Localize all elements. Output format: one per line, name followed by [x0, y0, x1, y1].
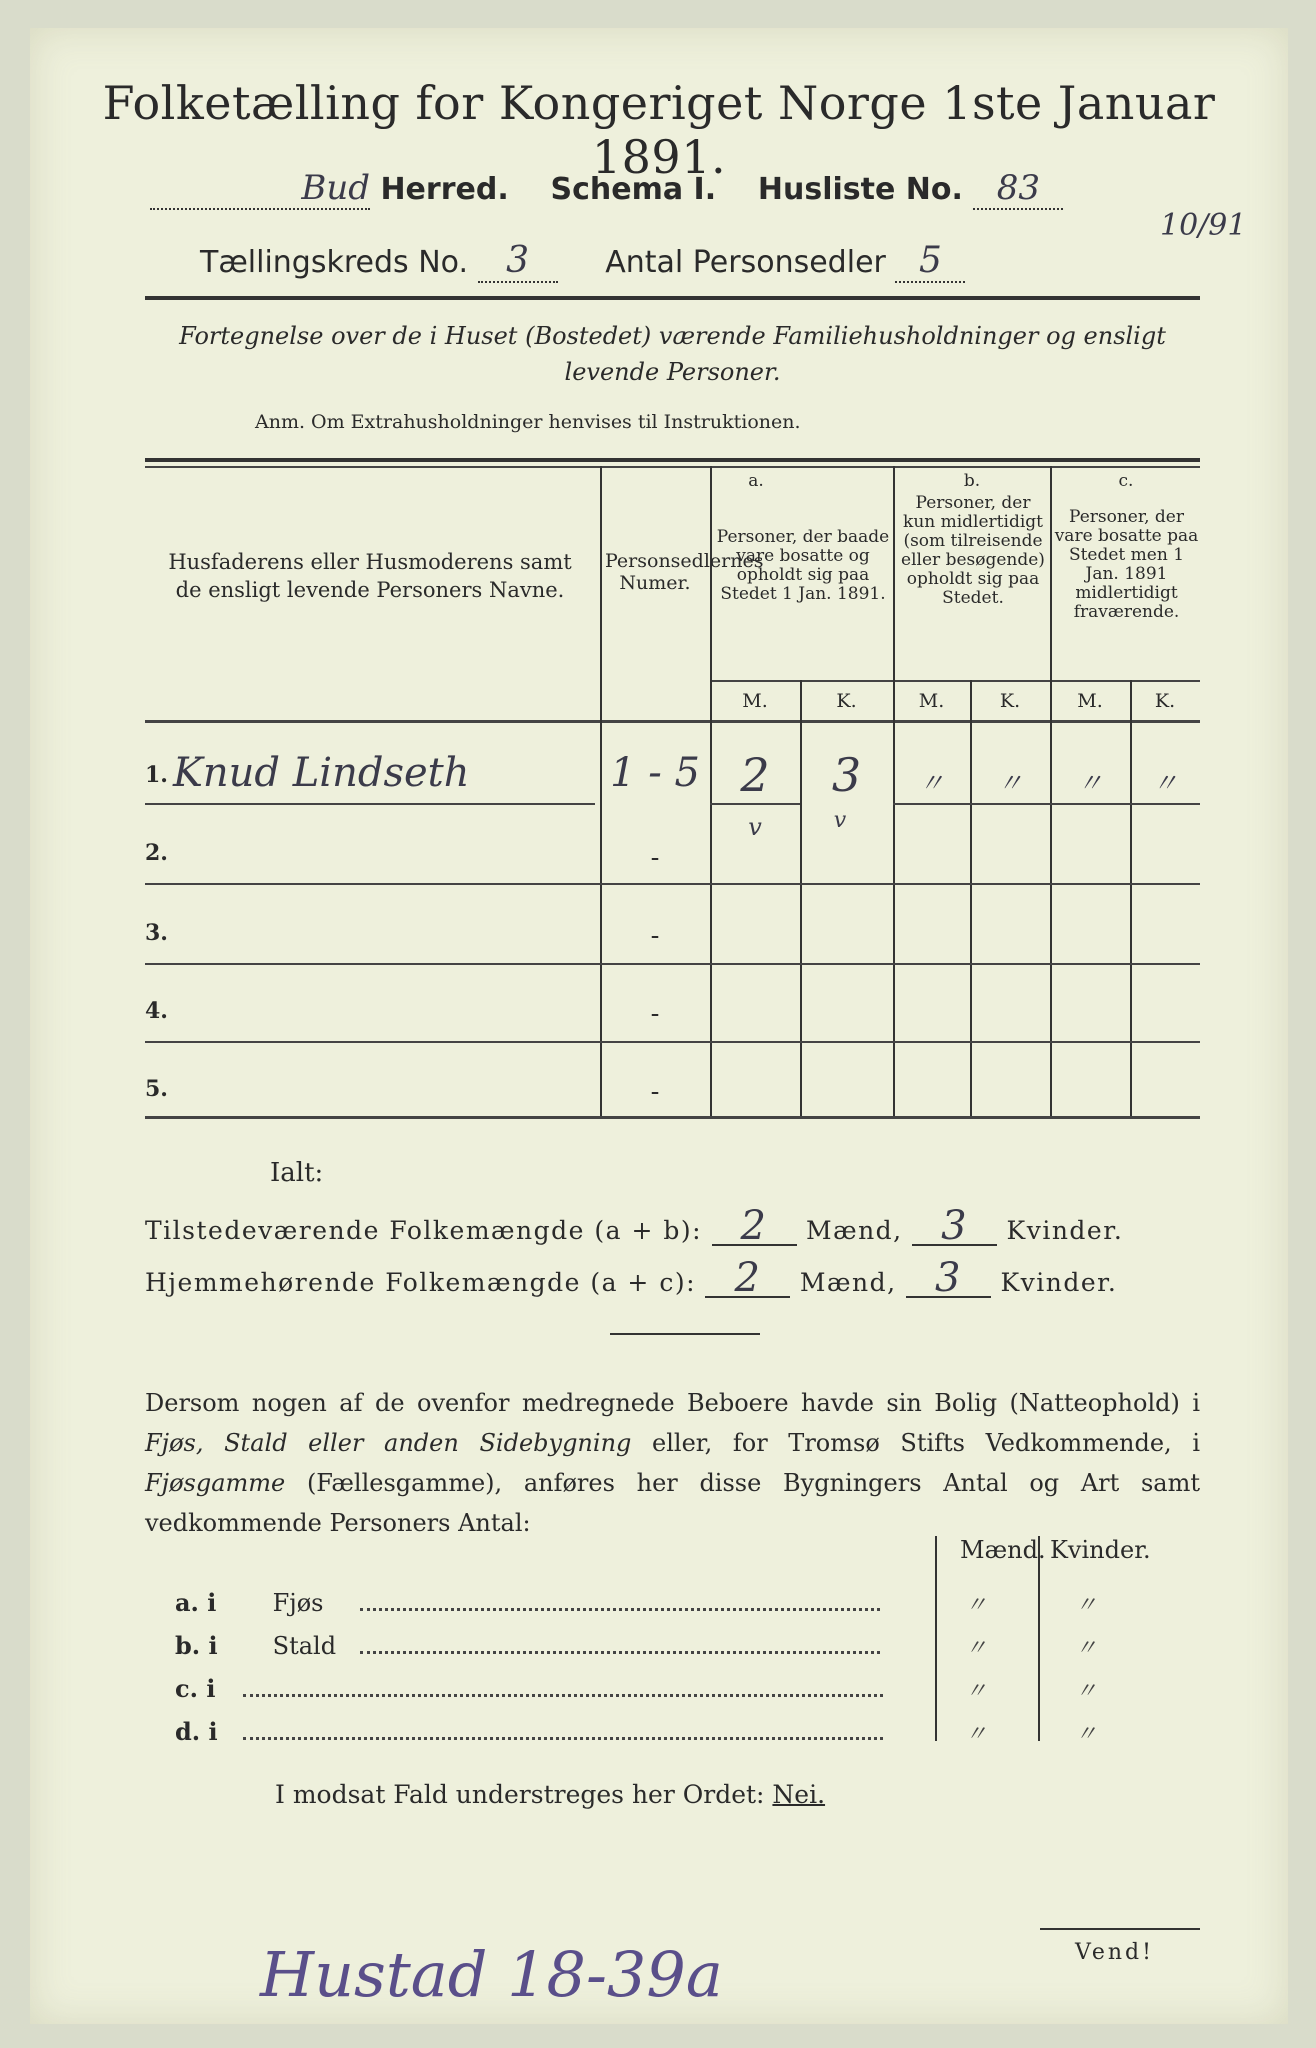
household-table [145, 458, 1200, 1118]
col-divider-c [1130, 680, 1132, 1118]
hjemme-label: Hjemmehørende Folkemængde (a + c): [145, 1268, 696, 1297]
tilstede-kvinder-label: Kvinder. [1006, 1216, 1124, 1245]
c-m-header: M. [1077, 690, 1103, 712]
kreds-label: Tællingskreds No. [200, 245, 468, 280]
row-line-2 [145, 883, 1200, 885]
bld-row-b-label: b. i [175, 1631, 218, 1660]
herred-line [150, 168, 1063, 210]
bld-row-d-m: 〃 [965, 1722, 988, 1747]
census-form-page [30, 28, 1288, 2024]
archive-signature: Hustad 18-39a [260, 1938, 723, 2011]
bld-row-c-m: 〃 [965, 1679, 988, 1704]
row-1-number: 1. [145, 762, 168, 788]
row-1-b-m: 〃 [918, 769, 945, 799]
col-header-a: Personer, der baade vare bosatte og opholdt sig paa Stedet 1 Jan. 1891. [716, 527, 890, 604]
col-b-letter: b. [963, 471, 981, 491]
para-part-4: Fjøsgamme [145, 1469, 286, 1497]
bld-row-c-leader [243, 1694, 883, 1697]
row-1-name: Knud Lindseth [173, 750, 470, 796]
row-4-numer: - [650, 999, 660, 1029]
row-2-number: 2. [145, 840, 168, 866]
bld-row-d [175, 1717, 883, 1746]
tilstede-maend-value: 2 [712, 1208, 797, 1246]
bld-row-a-m: 〃 [965, 1593, 988, 1618]
hjemme-line [145, 1255, 1118, 1301]
table-top-rule [145, 458, 1200, 462]
hjemme-maend-value: 2 [705, 1260, 790, 1298]
para-part-1: Dersom nogen af de ovenfor medregnede Beboere havde sin Bolig (Natteophold) i [145, 1389, 1200, 1417]
row-5-number: 5. [145, 1076, 168, 1102]
schema-label: Schema I. [550, 172, 717, 207]
bld-row-a-k: 〃 [1075, 1593, 1098, 1618]
bld-row-a-name: Fjøs [272, 1589, 324, 1617]
tilstede-line [145, 1203, 1124, 1249]
sidebygning-paragraph [145, 1383, 1200, 1543]
row-2-numer: - [650, 843, 660, 873]
personsedler-value: 5 [895, 240, 965, 283]
col-divider-a [800, 680, 802, 1118]
hjemme-kvinder-label: Kvinder. [1000, 1268, 1118, 1297]
row-1-c-k: 〃 [1151, 769, 1178, 799]
hjemme-maend-label: Mænd, [799, 1268, 897, 1297]
row-line-4 [145, 1041, 1200, 1043]
row-2-a-m: v [748, 813, 762, 841]
tilstede-maend-label: Mænd, [805, 1216, 903, 1245]
header-rule [145, 296, 1200, 300]
anm-note: Anm. Om Extrahusholdninger henvises til Instruktionen. [255, 411, 801, 433]
row-2-a-k: v [833, 808, 847, 833]
b-m-header: M. [918, 690, 945, 712]
row-1-b-k: 〃 [996, 769, 1023, 799]
row-3-numer: - [650, 921, 660, 951]
kreds-line [200, 240, 965, 283]
bld-kvinder-header: Kvinder. [1050, 1536, 1151, 1564]
row-4-number: 4. [145, 998, 168, 1024]
table-top-rule-2 [145, 466, 1200, 468]
nei-prefix: I modsat Fald understreges her Ordet: [275, 1780, 765, 1809]
bld-divider-2 [1038, 1536, 1042, 1741]
row-1-a-k: 3 [831, 748, 862, 802]
lead-text: Fortegnelse over de i Huset (Bostedet) værende Familiehusholdninger og ensligt levende Personer. [179, 322, 1166, 386]
row-1-a-m: 2 [740, 748, 770, 802]
nei-line [275, 1780, 825, 1809]
herred-label: Herred. [380, 172, 509, 207]
col-header-b: Personer, der kun midlertidigt (som tilreisende eller besøgende) opholdt sig paa Stedet. [901, 493, 1045, 608]
table-header-rule [145, 720, 1200, 723]
row-line-1-a [710, 803, 800, 805]
b-k-header: K. [999, 690, 1021, 712]
bld-row-d-label: d. i [175, 1717, 218, 1746]
form-title: Folketælling for Kongeriget Norge 1ste Januar 1891. [102, 76, 1216, 184]
subheader-rule [710, 680, 1200, 682]
row-1-c-m: 〃 [1076, 769, 1103, 799]
corner-note: 10/91 [1160, 208, 1247, 243]
ialt-label: Ialt: [270, 1158, 324, 1188]
bld-row-a [175, 1588, 880, 1617]
col-a-letter: a. [748, 471, 764, 491]
tilstede-label: Tilstedeværende Folkemængde (a + b): [145, 1216, 703, 1245]
para-part-3: eller, for Tromsø Stifts Vedkommende, i [631, 1429, 1200, 1457]
row-3-number: 3. [145, 920, 168, 946]
bld-row-d-k: 〃 [1075, 1722, 1098, 1747]
bld-row-c [175, 1674, 883, 1703]
herred-value: Bud [150, 168, 370, 210]
col-header-names: Husfaderens eller Husmoderens samt de ensligt levende Personers Navne. [168, 550, 572, 602]
hjemme-kvinder-value: 3 [906, 1260, 991, 1298]
kreds-value: 3 [478, 240, 558, 283]
para-part-2: Fjøs, Stald eller anden Sidebygning [145, 1429, 632, 1457]
vend-label: Vend! [1075, 1940, 1154, 1965]
para-part-5: (Fællesgamme), anføres her disse Bygningers Antal og Art samt vedkommende Personers Antal: [145, 1469, 1200, 1537]
bld-maend-header: Mænd. [960, 1536, 1046, 1564]
row-line-5 [145, 1116, 1200, 1119]
bld-row-b-leader [360, 1651, 880, 1654]
husliste-value: 83 [973, 168, 1063, 210]
row-1-numer: 1 - 5 [610, 750, 700, 796]
c-k-header: K. [1154, 690, 1176, 712]
bld-row-b-k: 〃 [1075, 1636, 1098, 1661]
husliste-label: Husliste No. [757, 172, 963, 207]
row-5-numer: - [650, 1077, 660, 1107]
nei-word: Nei. [772, 1780, 826, 1809]
bld-row-c-label: c. i [175, 1674, 216, 1703]
col-header-c: Personer, der vare bosatte paa Stedet men 1 Jan. 1891 midlertidigt fraværende. [1054, 507, 1199, 622]
row-line-1-bc [893, 803, 1200, 805]
col-divider-b [970, 680, 972, 1118]
bld-row-b [175, 1631, 880, 1660]
section-separator [610, 1333, 760, 1335]
bld-row-d-leader [243, 1737, 883, 1740]
a-m-header: M. [742, 690, 768, 712]
bld-row-b-name: Stald [272, 1632, 337, 1660]
row-line-1-name [145, 803, 595, 805]
bld-row-a-leader [360, 1608, 880, 1611]
col-c-letter: c. [1118, 471, 1134, 491]
bld-row-a-label: a. i [175, 1588, 217, 1617]
tilstede-kvinder-value: 3 [912, 1208, 997, 1246]
col-header-numer: Personsedlernes Numer. [605, 550, 764, 594]
bld-divider-1 [935, 1536, 939, 1741]
a-k-header: K. [836, 690, 857, 712]
row-line-3 [145, 963, 1200, 965]
bld-row-b-m: 〃 [965, 1636, 988, 1661]
bld-row-c-k: 〃 [1075, 1679, 1098, 1704]
personsedler-label: Antal Personsedler [605, 245, 886, 280]
vend-rule [1040, 1928, 1200, 1930]
